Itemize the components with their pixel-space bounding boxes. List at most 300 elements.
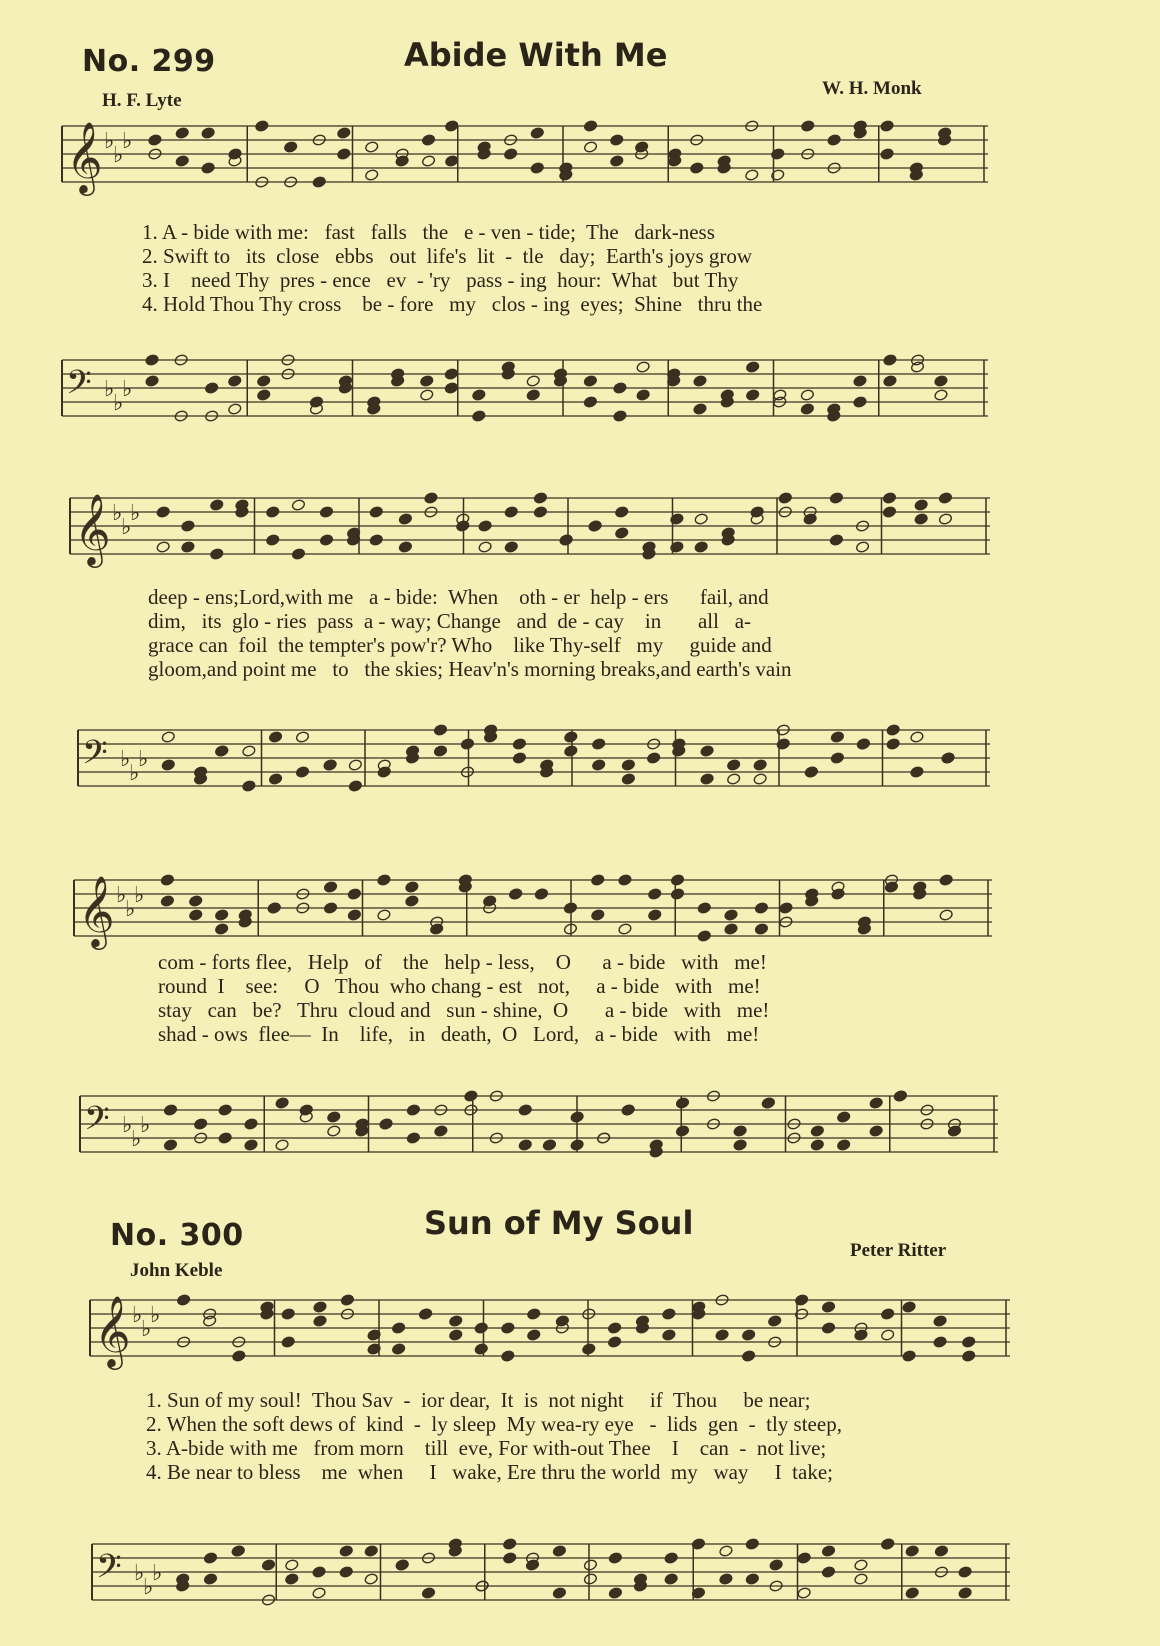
note-head [501,1350,515,1363]
note-head [267,902,281,915]
lyric-line: round I see: O Thou who chang - est not, a - bide with me! [158,974,761,998]
note-head [934,375,948,388]
note-head [242,745,256,758]
note-head [797,1552,811,1565]
note-head [741,1350,755,1363]
treble-staff [70,490,990,565]
note-head [700,745,714,758]
note-head [348,759,362,772]
note-head [583,396,597,409]
note-head [754,902,768,915]
treble-staff [74,872,992,947]
note-head [347,888,361,901]
note-head [176,1294,190,1307]
note-head [527,1329,541,1342]
flat-icon: ♭ [129,761,140,786]
note-head [281,1336,295,1349]
note-head [445,120,459,133]
note-head [420,375,434,388]
note-head [591,874,605,887]
note-head [323,902,337,915]
note-head [503,148,517,161]
note-head [821,1566,835,1579]
note-head [771,148,785,161]
note-head [938,513,952,526]
note-head [610,134,624,147]
note-head [583,141,597,154]
note-head [266,506,280,519]
note-head [312,176,326,189]
flat-icon: ♭ [104,377,115,402]
note-head [312,1566,326,1579]
note-head [563,902,577,915]
bass-staff [80,1088,998,1158]
note-head [741,1329,755,1342]
note-head [449,1315,463,1328]
note-head [365,141,379,154]
note-head [406,1132,420,1145]
note-head [398,513,412,526]
note-head [564,731,578,744]
note-head [163,1104,177,1117]
note-head [379,1118,393,1131]
note-head [902,1350,916,1363]
note-head [934,1545,948,1558]
note-head [880,1308,894,1321]
note-head [939,874,953,887]
note-head [323,759,337,772]
lyric-line: shad - ows flee— In life, in death, O Lord, a - bide with me! [158,1022,760,1046]
note-head [189,895,203,908]
lyrics-verses [158,950,769,1046]
note-head [592,759,606,772]
note-head [675,1125,689,1138]
lyric-line: 2. When the soft dews of kind - ly sleep My wea-ry eye - lids gen - tly steep, [146,1412,842,1436]
note-head [377,909,391,922]
note-head [621,1104,635,1117]
note-head [582,1343,596,1356]
lyric-line: dim, its glo - ries pass a - way; Change and de - cay in all a- [148,609,752,633]
note-head [268,731,282,744]
note-head [934,389,948,402]
note-head [337,127,351,140]
note-head [275,1097,289,1110]
note-head [257,389,271,402]
flat-icon: ♭ [138,747,149,772]
note-head [670,888,684,901]
note-head [424,492,438,505]
note-head [648,909,662,922]
note-head [881,1538,895,1551]
note-head [433,745,447,758]
note-head [295,731,309,744]
note-head [962,1350,976,1363]
flat-icon: ♭ [113,143,124,168]
treble-clef-icon: 𝄞 [94,1294,131,1367]
note-head [810,1139,824,1152]
note-head [880,120,894,133]
treble-staff [62,118,988,193]
lyric-line: 3. I need Thy pres - ence ev - 'ry pass - ing hour: What but Thy [142,268,739,292]
note-head [204,382,218,395]
note-head [914,513,928,526]
note-head [266,534,280,547]
note-head [646,752,660,765]
lyric-line: gloom,and point me to the skies; Heav'n's morning breaks,and earth's vain [148,657,792,681]
note-head [836,1111,850,1124]
note-head [181,520,195,533]
note-head [854,1573,868,1586]
note-head [512,752,526,765]
note-head [552,1587,566,1600]
note-head [768,1315,782,1328]
note-head [610,155,624,168]
composer: Peter Ritter [850,1240,947,1261]
note-head [421,155,435,168]
note-head [821,1301,835,1314]
treble-staff [90,1292,1010,1367]
hymn-number: No. 299 [82,44,216,79]
lyric-line: grace can foil the tempter's pow'r? Who like Thy-self my guide and [148,633,772,657]
note-head [827,134,841,147]
note-head [530,127,544,140]
note-head [869,1097,883,1110]
note-head [939,909,953,922]
note-head [564,745,578,758]
note-head [534,888,548,901]
note-head [406,1104,420,1117]
flat-icon: ♭ [122,377,133,402]
bass-clef-icon: 𝄢 [96,1548,122,1594]
note-head [420,389,434,402]
note-head [210,548,224,561]
note-head [323,881,337,894]
lyric-line: 1. Sun of my soul! Thou Sav - ior dear, It is not night if Thou be near; [146,1388,811,1412]
flat-icon: ♭ [134,1561,145,1586]
note-head [365,169,379,182]
note-head [421,1587,435,1600]
note-head [542,1139,556,1152]
note-head [754,923,768,936]
note-head [854,1559,868,1572]
note-head [958,1587,972,1600]
note-head [962,1336,976,1349]
note-head [391,1343,405,1356]
note-head [753,759,767,772]
note-head [444,368,458,381]
note-head [690,162,704,175]
note-head [882,506,896,519]
note-head [829,534,843,547]
note-head [313,1315,327,1328]
note-head [724,909,738,922]
note-head [880,1329,894,1342]
bass-staff [78,722,990,792]
lyric-line: deep - ens;Lord,with me a - bide: When oth - er help - ers fail, and [148,585,769,609]
note-head [156,506,170,519]
note-head [753,773,767,786]
note-head [804,766,818,779]
note-head [474,1322,488,1335]
note-head [769,1559,783,1572]
note-head [161,731,175,744]
note-head [830,731,844,744]
note-head [445,155,459,168]
note-head [201,162,215,175]
note-head [291,499,305,512]
note-head [664,1573,678,1586]
note-head [474,1343,488,1356]
flat-icon: ♭ [116,883,127,908]
note-head [570,1111,584,1124]
note-head [745,361,759,374]
lyric-line: 2. Swift to its close ebbs out life's lit - tle day; Earth's joys grow [142,244,753,268]
flat-icon: ♭ [122,129,133,154]
note-head [504,541,518,554]
note-head [648,888,662,901]
note-head [148,134,162,147]
note-head [295,766,309,779]
note-head [724,923,738,936]
note-head [733,1125,747,1138]
note-head [369,534,383,547]
treble-clef-icon: 𝄞 [78,874,115,947]
note-head [175,155,189,168]
flat-icon: ♭ [125,897,136,922]
note-head [327,1111,341,1124]
note-head [662,1329,676,1342]
note-head [242,780,256,793]
note-head [905,1587,919,1600]
hymn-title: Abide With Me [404,36,668,74]
note-head [914,499,928,512]
note-head [880,148,894,161]
note-head [615,506,629,519]
note-head [398,541,412,554]
note-head [821,1322,835,1335]
note-head [347,909,361,922]
lyrics-verses [142,220,762,316]
treble-clef-icon: 𝄞 [66,120,103,193]
note-head [621,773,635,786]
note-head [801,120,815,133]
note-head [778,492,792,505]
note-head [215,745,229,758]
note-head [905,1545,919,1558]
note-head [662,1308,676,1321]
lyric-line: com - forts flee, Help of the help - less, O a - bide with me! [158,950,767,974]
note-head [527,1308,541,1321]
lyric-line: stay can be? Thru cloud and sun - shine, O a - bide with me! [158,998,770,1022]
note-head [697,930,711,943]
note-head [518,1139,532,1152]
note-head [583,375,597,388]
note-head [693,375,707,388]
bass-staff [62,352,988,422]
note-head [745,389,759,402]
note-head [339,1545,353,1558]
note-head [761,1097,775,1110]
flat-icon: ♭ [152,1561,163,1586]
bass-clef-icon: 𝄢 [66,364,92,410]
note-head [460,738,474,751]
note-head [313,1301,327,1314]
note-head [719,1545,733,1558]
note-head [160,874,174,887]
flat-icon: ♭ [113,391,124,416]
note-head [855,541,869,554]
note-head [161,759,175,772]
note-head [533,506,547,519]
note-head [228,375,242,388]
note-head [670,874,684,887]
note-head [281,1308,295,1321]
note-head [193,1118,207,1131]
note-head [869,1125,883,1138]
lyric-line: 1. A - bide with me: fast falls the e - ven - tide; The dark-ness [142,220,715,244]
note-head [472,410,486,423]
note-head [434,1125,448,1138]
note-head [145,354,159,367]
note-head [933,1336,947,1349]
note-head [621,759,635,772]
note-head [364,1545,378,1558]
note-head [664,1552,678,1565]
note-head [478,541,492,554]
note-head [675,1097,689,1110]
note-head [214,909,228,922]
note-head [203,1573,217,1586]
note-head [726,759,740,772]
note-head [327,1125,341,1138]
note-head [910,731,924,744]
note-head [636,389,650,402]
note-head [285,1559,299,1572]
note-head [745,1538,759,1551]
note-head [893,1090,907,1103]
flat-icon: ♭ [140,1113,151,1138]
note-head [583,1573,597,1586]
note-head [503,1538,517,1551]
note-head [526,389,540,402]
note-head [312,1587,326,1600]
note-head [726,773,740,786]
flat-icon: ♭ [104,129,115,154]
note-head [218,1104,232,1117]
note-head [175,127,189,140]
note-head [449,1329,463,1342]
bass-clef-icon: 𝄢 [84,1100,110,1146]
note-head [533,492,547,505]
note-head [608,1552,622,1565]
note-head [261,1559,275,1572]
note-head [337,148,351,161]
note-head [405,895,419,908]
note-head [810,1125,824,1138]
note-head [163,1139,177,1152]
note-head [214,923,228,936]
note-head [570,1139,584,1152]
note-head [421,134,435,147]
note-head [377,874,391,887]
lyricist: H. F. Lyte [102,90,182,111]
note-head [591,909,605,922]
lyrics-verses [148,585,792,681]
flat-icon: ♭ [130,501,141,526]
note-head [552,1545,566,1558]
note-head [853,396,867,409]
note-head [530,162,544,175]
note-head [504,506,518,519]
note-head [883,375,897,388]
composer: W. H. Monk [822,78,922,99]
note-head [391,1322,405,1335]
note-head [910,766,924,779]
note-head [853,375,867,388]
note-head [559,534,573,547]
note-head [779,902,793,915]
note-head [941,752,955,765]
hymn-number: No. 300 [110,1218,244,1253]
note-head [526,375,540,388]
note-head [700,773,714,786]
note-head [588,520,602,533]
note-head [800,403,814,416]
note-head [518,1104,532,1117]
note-head [348,780,362,793]
note-head [618,874,632,887]
note-head [444,382,458,395]
lyricist: John Keble [130,1260,223,1281]
note-head [201,127,215,140]
note-head [745,1573,759,1586]
note-head [694,513,708,526]
note-head [797,1587,811,1600]
note-head [203,1552,217,1565]
note-head [636,361,650,374]
lyric-line: 3. A-bide with me from morn till eve, For with-out Thee I can - not live; [146,1436,827,1460]
note-head [501,1322,515,1335]
note-head [821,1545,835,1558]
note-head [607,1336,621,1349]
note-head [771,169,785,182]
flat-icon: ♭ [112,501,123,526]
note-head [244,1118,258,1131]
note-head [829,492,843,505]
note-head [830,752,844,765]
flat-icon: ♭ [141,1317,152,1342]
note-head [776,738,790,751]
note-head [464,1090,478,1103]
note-head [503,1552,517,1565]
note-head [697,902,711,915]
note-head [618,923,632,936]
note-head [232,1350,246,1363]
note-head [694,541,708,554]
note-head [364,1573,378,1586]
hymn-title: Sun of My Soul [424,1204,694,1242]
note-head [218,1132,232,1145]
note-head [156,541,170,554]
note-head [613,410,627,423]
note-head [607,1322,621,1335]
flat-icon: ♭ [134,883,145,908]
flat-icon: ♭ [143,1575,154,1600]
note-head [319,534,333,547]
note-head [715,1329,729,1342]
note-head [583,120,597,133]
note-head [592,738,606,751]
